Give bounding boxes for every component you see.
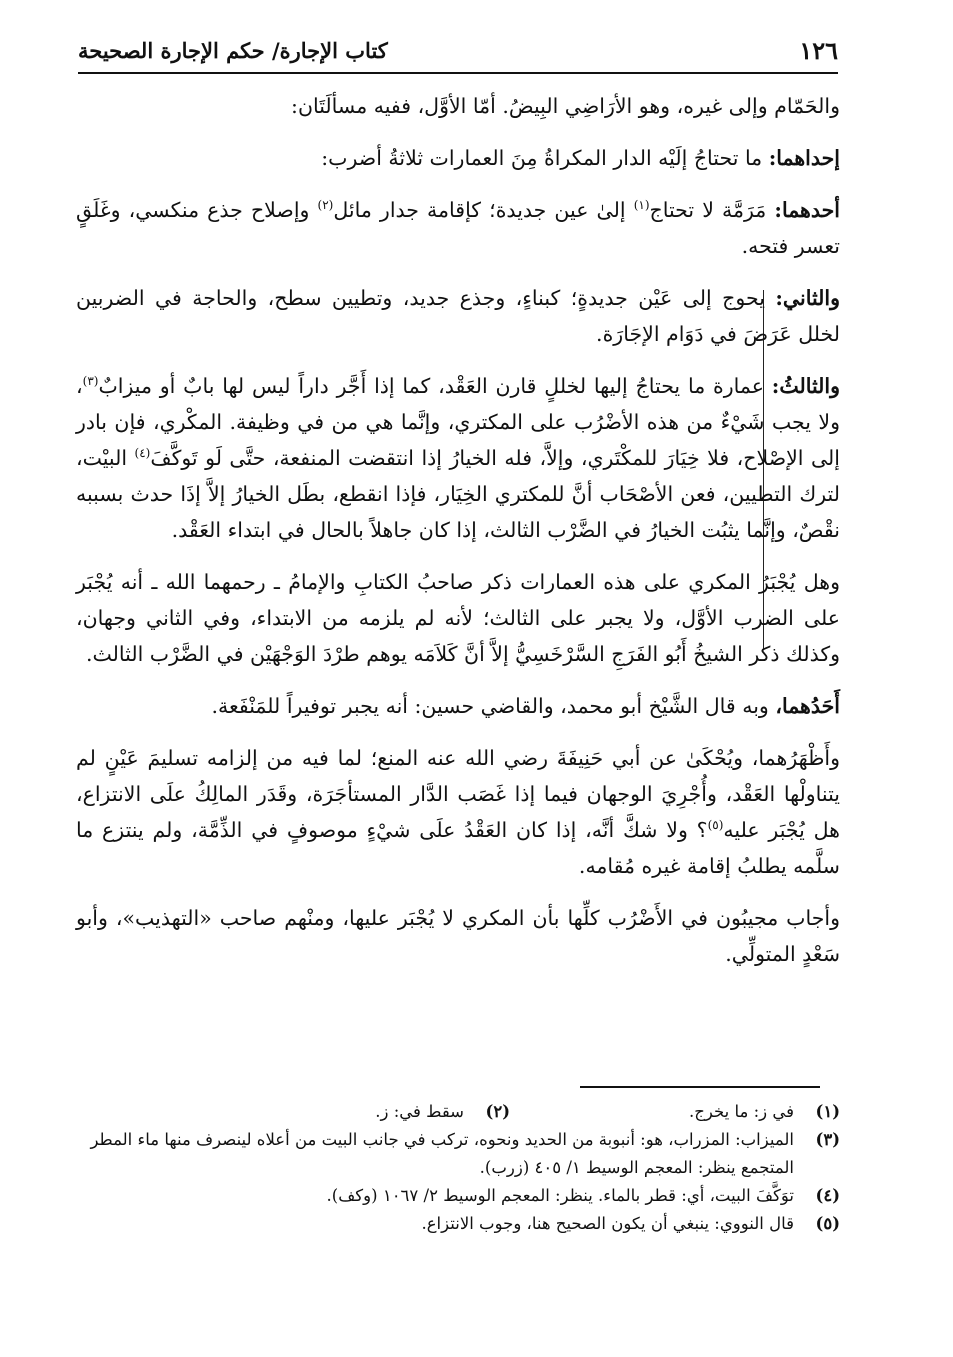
paragraph-text: عمارة ما يحتاجُ إليها لخللٍ قارن العَقْد، كما إذا أَجَّر داراً ليس لها بابٌ أو ميزابٌ	[98, 374, 772, 398]
footnote-number: (٣)	[815, 1130, 840, 1149]
paragraph-text: ، ولا يجب شَيْءٌ من هذه الأضْرُب على المكتري، وإنَّما هي من في وظيفة. المكْري، فإن بادر إلى الإصْلاح، فلا خِيَارَ للمكْتَري، وإلاَّ، فله الخيارُ إذا انتقضت المنفعة، حتَّى لَو تَوكَّفَ	[76, 374, 840, 470]
footnote-number: (١)	[815, 1102, 840, 1121]
footnote-text: سقط في: ز.	[375, 1102, 464, 1121]
paragraph	[76, 88, 840, 124]
footnotes	[76, 1098, 840, 1238]
page-header	[78, 28, 838, 74]
footnote-text: الميزاب: المزراب، هو: أنبوبة من الحديد ونحوه، تركب في جانب البيت من أعلاه لينصرف منها ماء المطر المتجمع ينظر: المعجم الوسيط ١/ ٤٠٥ (زرب).	[90, 1130, 794, 1177]
footnote-text: في ز: ما يخرج.	[688, 1102, 794, 1121]
paragraph-text: إلىٰ عين جديدة؛ كإقامة جدار مائل	[333, 198, 634, 222]
footnote-ref: (٣)	[82, 374, 99, 389]
paragraph	[76, 192, 840, 264]
paragraph-text: يحوج إلى عَيْن جديدةٍ؛ كبناءٍ، وجذع جديد، وتطيين سطح، والحاجة في الضربين لخلل عَرَضَ في دَوَام الإجَارَة.	[76, 286, 840, 346]
paragraph	[76, 688, 840, 724]
footnote	[76, 1210, 840, 1238]
paragraph-lead: والثاني:	[775, 286, 840, 310]
footnote	[180, 1098, 510, 1126]
running-title: كتاب الإجارة/ حكم الإجارة الصحيحة	[78, 37, 388, 63]
paragraph-lead: والثالثُ:	[771, 374, 840, 398]
paragraph-lead: أَحَدُهما،	[775, 694, 840, 718]
main-text	[76, 88, 840, 988]
footnote-row	[76, 1098, 840, 1126]
paragraph	[76, 280, 840, 352]
footnote-text: توَكَّفَ البيت، أي: قطر بالماء. ينظر: المعجم الوسيط ٢/ ١٠٦٧ (وكف).	[326, 1186, 794, 1205]
paragraph	[76, 140, 840, 176]
paragraph-text: والحَمّام وإلى غيره، وهو الأرَاضِي البِيضُ. أمّا الأوَّل، ففيه مسألَتَان:	[291, 94, 840, 118]
footnote	[510, 1098, 840, 1126]
paragraph-text: ما تحتاجُ إلَيْه الدار المكراةُ مِنَ العمارات ثلاثةُ أضرب:	[321, 146, 769, 170]
paragraph	[76, 900, 840, 972]
paragraph	[76, 740, 840, 884]
paragraph-text: وبه قال الشَّيْخ أبو محمد، والقاضي حسين: أنه يجبر توفيراً للمَنْفَعة.	[211, 694, 776, 718]
footnote-ref: (٥)	[707, 818, 724, 833]
paragraph-text: ؟ ولا شكَّ أنَّه، إذا كان العَقْدُ علَى شيْءٍ موصوفٍ في الذِّمَّة، ولم ينتزع ما سلَّمه يطلبُ إقامة غيره مُقامه.	[76, 818, 840, 878]
footnote-text: قال النووي: ينبغي أن يكون الصحيح هنا، وجوب الانتزاع.	[421, 1214, 794, 1233]
paragraph-lead: إحداهما:	[768, 146, 840, 170]
footnote	[76, 1182, 840, 1210]
footnote-ref: (١)	[633, 198, 650, 213]
page-number: ١٢٦	[799, 35, 838, 65]
footnote-number: (٤)	[815, 1186, 840, 1205]
footnote-number: (٢)	[485, 1102, 510, 1121]
footnote-ref: (٤)	[134, 446, 151, 461]
paragraph-text: وإصلاح جذع منكسي، وغَلَقٍ تعسر فتحه.	[76, 198, 840, 258]
paragraph-text: وأَظْهَرُهما، ويُحْكَىٰ عن أبي حَنِيفَةَ رضي الله عنه المنع؛ لما فيه من إلزامه تسليمَ عَيْنٍ لم يتناولْها العَقْد، وأُجْرِيَ الوجهان فيما إذا غَصَب الدَّار المستأجَرَة، وقَدَر المالِكُ علَى الانتزاع، هل يُجْبَر عليه	[76, 746, 840, 842]
paragraph-text: وأجاب مجيبُون في الأَضْرُب كلِّها بأن المكري لا يُجْبَر عليها، ومنْهم صاحب «التهذيب»، وأبو سَعْدٍ المتولِّي.	[76, 906, 840, 966]
footnote	[76, 1126, 840, 1182]
paragraph	[76, 368, 840, 548]
paragraph-text: مَرَمَّة لا تحتاج	[649, 198, 775, 222]
footnote-separator	[580, 1086, 820, 1088]
paragraph	[76, 564, 840, 672]
footnote-ref: (٢)	[317, 198, 334, 213]
paragraph-lead: أحدهما:	[774, 198, 840, 222]
paragraph-text: وهل يُجْبَرُ المكري على هذه العمارات ذكر صاحبُ الكتابِ والإمامُ ـ رحمهما الله ـ أنه يُجْبَر على الضرب الأوَّل، ولا يجبر على الثالث؛ لأنه لم يلزمه من الابتداء، وفي الثاني وجهان، وكذلك ذكر الشيخُ أَبُو الفَرَجِ السَّرْخَسِيُّ إلاَّ أنَّ كَلاَمَه يوهم طرْدَ الوَجْهَيْن في الضَّرْب الثالث.	[76, 570, 840, 666]
paragraph-text: البيْت، لترك التطيين، فعن الأصْحَاب أنَّ للمكتري الخِيَار، فإذا انقطع، بطَل الخيارُ إلاَّ إذَا حدث بسببه نقْصٌ، وإنَّما يثبُت الخيارُ في الضَّرْب الثالث، إذا كان جاهلاً بالحال في ابتداء العَقْد.	[76, 446, 840, 542]
footnote-number: (٥)	[815, 1214, 840, 1233]
